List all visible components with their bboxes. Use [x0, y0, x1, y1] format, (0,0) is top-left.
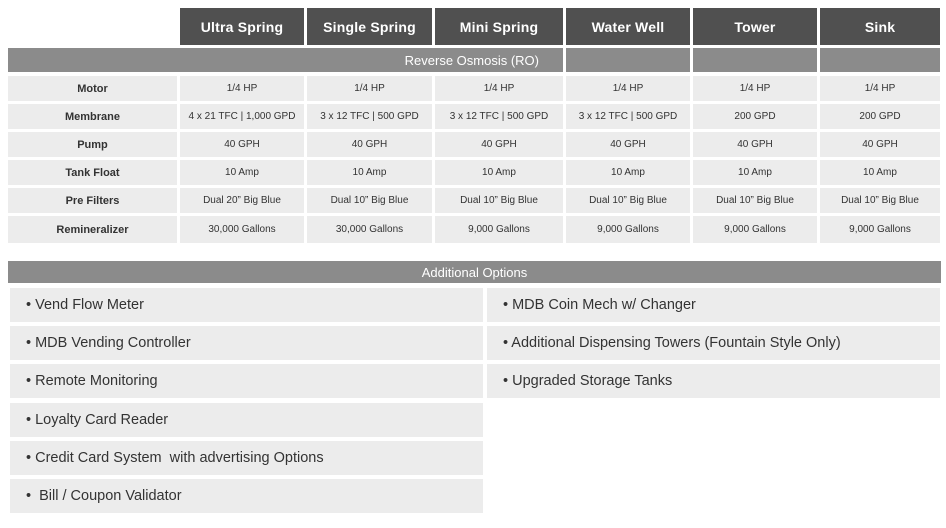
option-item: • Credit Card System with advertising Options	[10, 441, 483, 475]
table-cell: 1/4 HP	[820, 76, 940, 101]
column-header-single-spring: Single Spring	[307, 8, 432, 45]
section-band-reverse-osmosis: Reverse Osmosis (RO)	[8, 48, 563, 72]
table-cell: 10 Amp	[435, 160, 563, 185]
option-item: • MDB Vending Controller	[10, 326, 483, 360]
row-label-pre-filters: Pre Filters	[8, 188, 177, 213]
table-cell: 1/4 HP	[693, 76, 817, 101]
row-label-tank-float: Tank Float	[8, 160, 177, 185]
table-cell: 1/4 HP	[435, 76, 563, 101]
section-band-additional-options: Additional Options	[8, 261, 941, 283]
table-cell: 9,000 Gallons	[820, 216, 940, 243]
table-cell: Dual 10” Big Blue	[566, 188, 690, 213]
row-label-motor: Motor	[8, 76, 177, 101]
option-item: • Remote Monitoring	[10, 364, 483, 398]
section-band-water-well	[566, 48, 690, 72]
option-item: • Loyalty Card Reader	[10, 403, 483, 437]
row-label-membrane: Membrane	[8, 104, 177, 129]
table-cell: 10 Amp	[693, 160, 817, 185]
table-cell: 40 GPH	[693, 132, 817, 157]
table-cell: 200 GPD	[693, 104, 817, 129]
table-cell: 30,000 Gallons	[180, 216, 304, 243]
option-item: • Additional Dispensing Towers (Fountain Style Only)	[487, 326, 940, 360]
row-label-pump: Pump	[8, 132, 177, 157]
table-cell: 30,000 Gallons	[307, 216, 432, 243]
table-cell: 4 x 21 TFC | 1,000 GPD	[180, 104, 304, 129]
table-cell: 40 GPH	[566, 132, 690, 157]
table-cell: Dual 10” Big Blue	[435, 188, 563, 213]
table-cell: 9,000 Gallons	[693, 216, 817, 243]
column-header-mini-spring: Mini Spring	[435, 8, 563, 45]
table-cell: 9,000 Gallons	[435, 216, 563, 243]
table-cell: 9,000 Gallons	[566, 216, 690, 243]
option-item: • MDB Coin Mech w/ Changer	[487, 288, 940, 322]
table-cell: Dual 10” Big Blue	[693, 188, 817, 213]
table-cell: Dual 10” Big Blue	[307, 188, 432, 213]
table-cell: 1/4 HP	[180, 76, 304, 101]
table-cell: 10 Amp	[820, 160, 940, 185]
table-cell: 1/4 HP	[307, 76, 432, 101]
table-cell: 40 GPH	[307, 132, 432, 157]
table-cell: 3 x 12 TFC | 500 GPD	[566, 104, 690, 129]
section-band-tower	[693, 48, 817, 72]
option-item: • Bill / Coupon Validator	[10, 479, 483, 513]
table-cell: 3 x 12 TFC | 500 GPD	[307, 104, 432, 129]
column-header-water-well: Water Well	[566, 8, 690, 45]
table-cell: 10 Amp	[180, 160, 304, 185]
option-item: • Upgraded Storage Tanks	[487, 364, 940, 398]
table-cell: Dual 10” Big Blue	[820, 188, 940, 213]
section-band-sink	[820, 48, 940, 72]
column-header-tower: Tower	[693, 8, 817, 45]
table-cell: 40 GPH	[435, 132, 563, 157]
column-header-sink: Sink	[820, 8, 940, 45]
row-label-remineralizer: Remineralizer	[8, 216, 177, 243]
option-item: • Vend Flow Meter	[10, 288, 483, 322]
table-cell: 1/4 HP	[566, 76, 690, 101]
table-cell: 10 Amp	[566, 160, 690, 185]
table-cell: Dual 20” Big Blue	[180, 188, 304, 213]
table-cell: 40 GPH	[180, 132, 304, 157]
table-cell: 200 GPD	[820, 104, 940, 129]
table-cell: 10 Amp	[307, 160, 432, 185]
table-cell: 40 GPH	[820, 132, 940, 157]
column-header-ultra-spring: Ultra Spring	[180, 8, 304, 45]
table-cell: 3 x 12 TFC | 500 GPD	[435, 104, 563, 129]
